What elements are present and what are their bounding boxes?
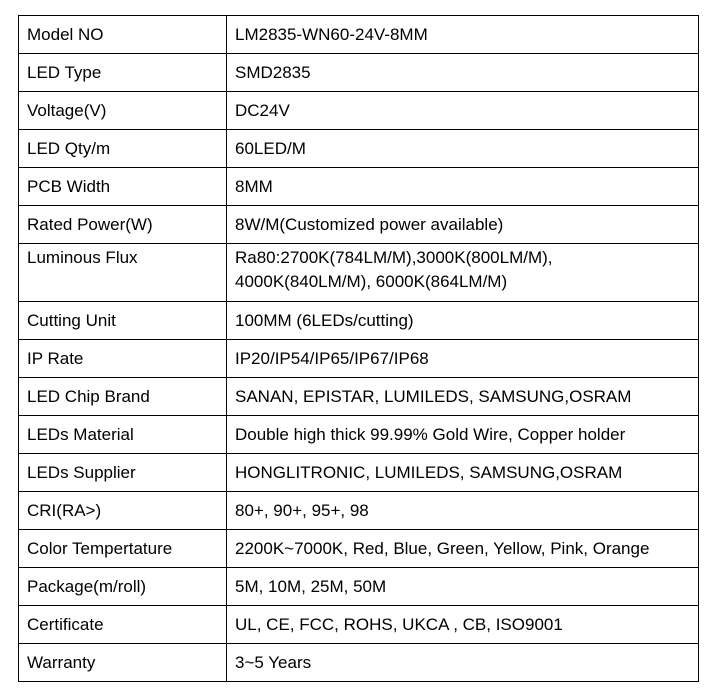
row-label: Luminous Flux [19,244,227,302]
row-value: IP20/IP54/IP65/IP67/IP68 [227,340,699,378]
table-row [19,168,699,206]
row-value: HONGLITRONIC, LUMILEDS, SAMSUNG,OSRAM [227,454,699,492]
spec-table [18,15,699,682]
row-label: Certificate [19,606,227,644]
row-label: LED Qty/m [19,130,227,168]
table-row [19,54,699,92]
row-value: SMD2835 [227,54,699,92]
row-value: Double high thick 99.99% Gold Wire, Copper holder [227,416,699,454]
row-label: Cutting Unit [19,302,227,340]
table-row [19,302,699,340]
row-label: LEDs Supplier [19,454,227,492]
table-row [19,244,699,302]
table-row [19,378,699,416]
row-label: Rated Power(W) [19,206,227,244]
row-label: Warranty [19,644,227,682]
table-row [19,206,699,244]
row-label: Voltage(V) [19,92,227,130]
row-label: Model NO [19,16,227,54]
row-label: IP Rate [19,340,227,378]
table-row [19,92,699,130]
table-row [19,644,699,682]
row-value: 100MM (6LEDs/cutting) [227,302,699,340]
row-label: PCB Width [19,168,227,206]
table-row [19,130,699,168]
row-value: LM2835-WN60-24V-8MM [227,16,699,54]
row-value: 80+, 90+, 95+, 98 [227,492,699,530]
row-value [227,244,699,302]
row-value-line: Ra80:2700K(784LM/M),3000K(800LM/M), [235,248,553,267]
table-row [19,568,699,606]
row-value: 8W/M(Customized power available) [227,206,699,244]
row-value: 2200K~7000K, Red, Blue, Green, Yellow, Pink, Orange [227,530,699,568]
row-label: Package(m/roll) [19,568,227,606]
row-label: LEDs Material [19,416,227,454]
row-value: 3~5 Years [227,644,699,682]
row-label: CRI(RA>) [19,492,227,530]
table-row [19,492,699,530]
row-value: 8MM [227,168,699,206]
row-value: 5M, 10M, 25M, 50M [227,568,699,606]
table-row [19,530,699,568]
table-row [19,454,699,492]
row-value: SANAN, EPISTAR, LUMILEDS, SAMSUNG,OSRAM [227,378,699,416]
row-label: LED Type [19,54,227,92]
table-row [19,16,699,54]
table-row [19,416,699,454]
row-value-line: 4000K(840LM/M), 6000K(864LM/M) [235,272,508,291]
row-value: DC24V [227,92,699,130]
row-value: 60LED/M [227,130,699,168]
table-row [19,606,699,644]
row-value: UL, CE, FCC, ROHS, UKCA , CB, ISO9001 [227,606,699,644]
row-label: Color Tempertature [19,530,227,568]
table-row [19,340,699,378]
row-label: LED Chip Brand [19,378,227,416]
